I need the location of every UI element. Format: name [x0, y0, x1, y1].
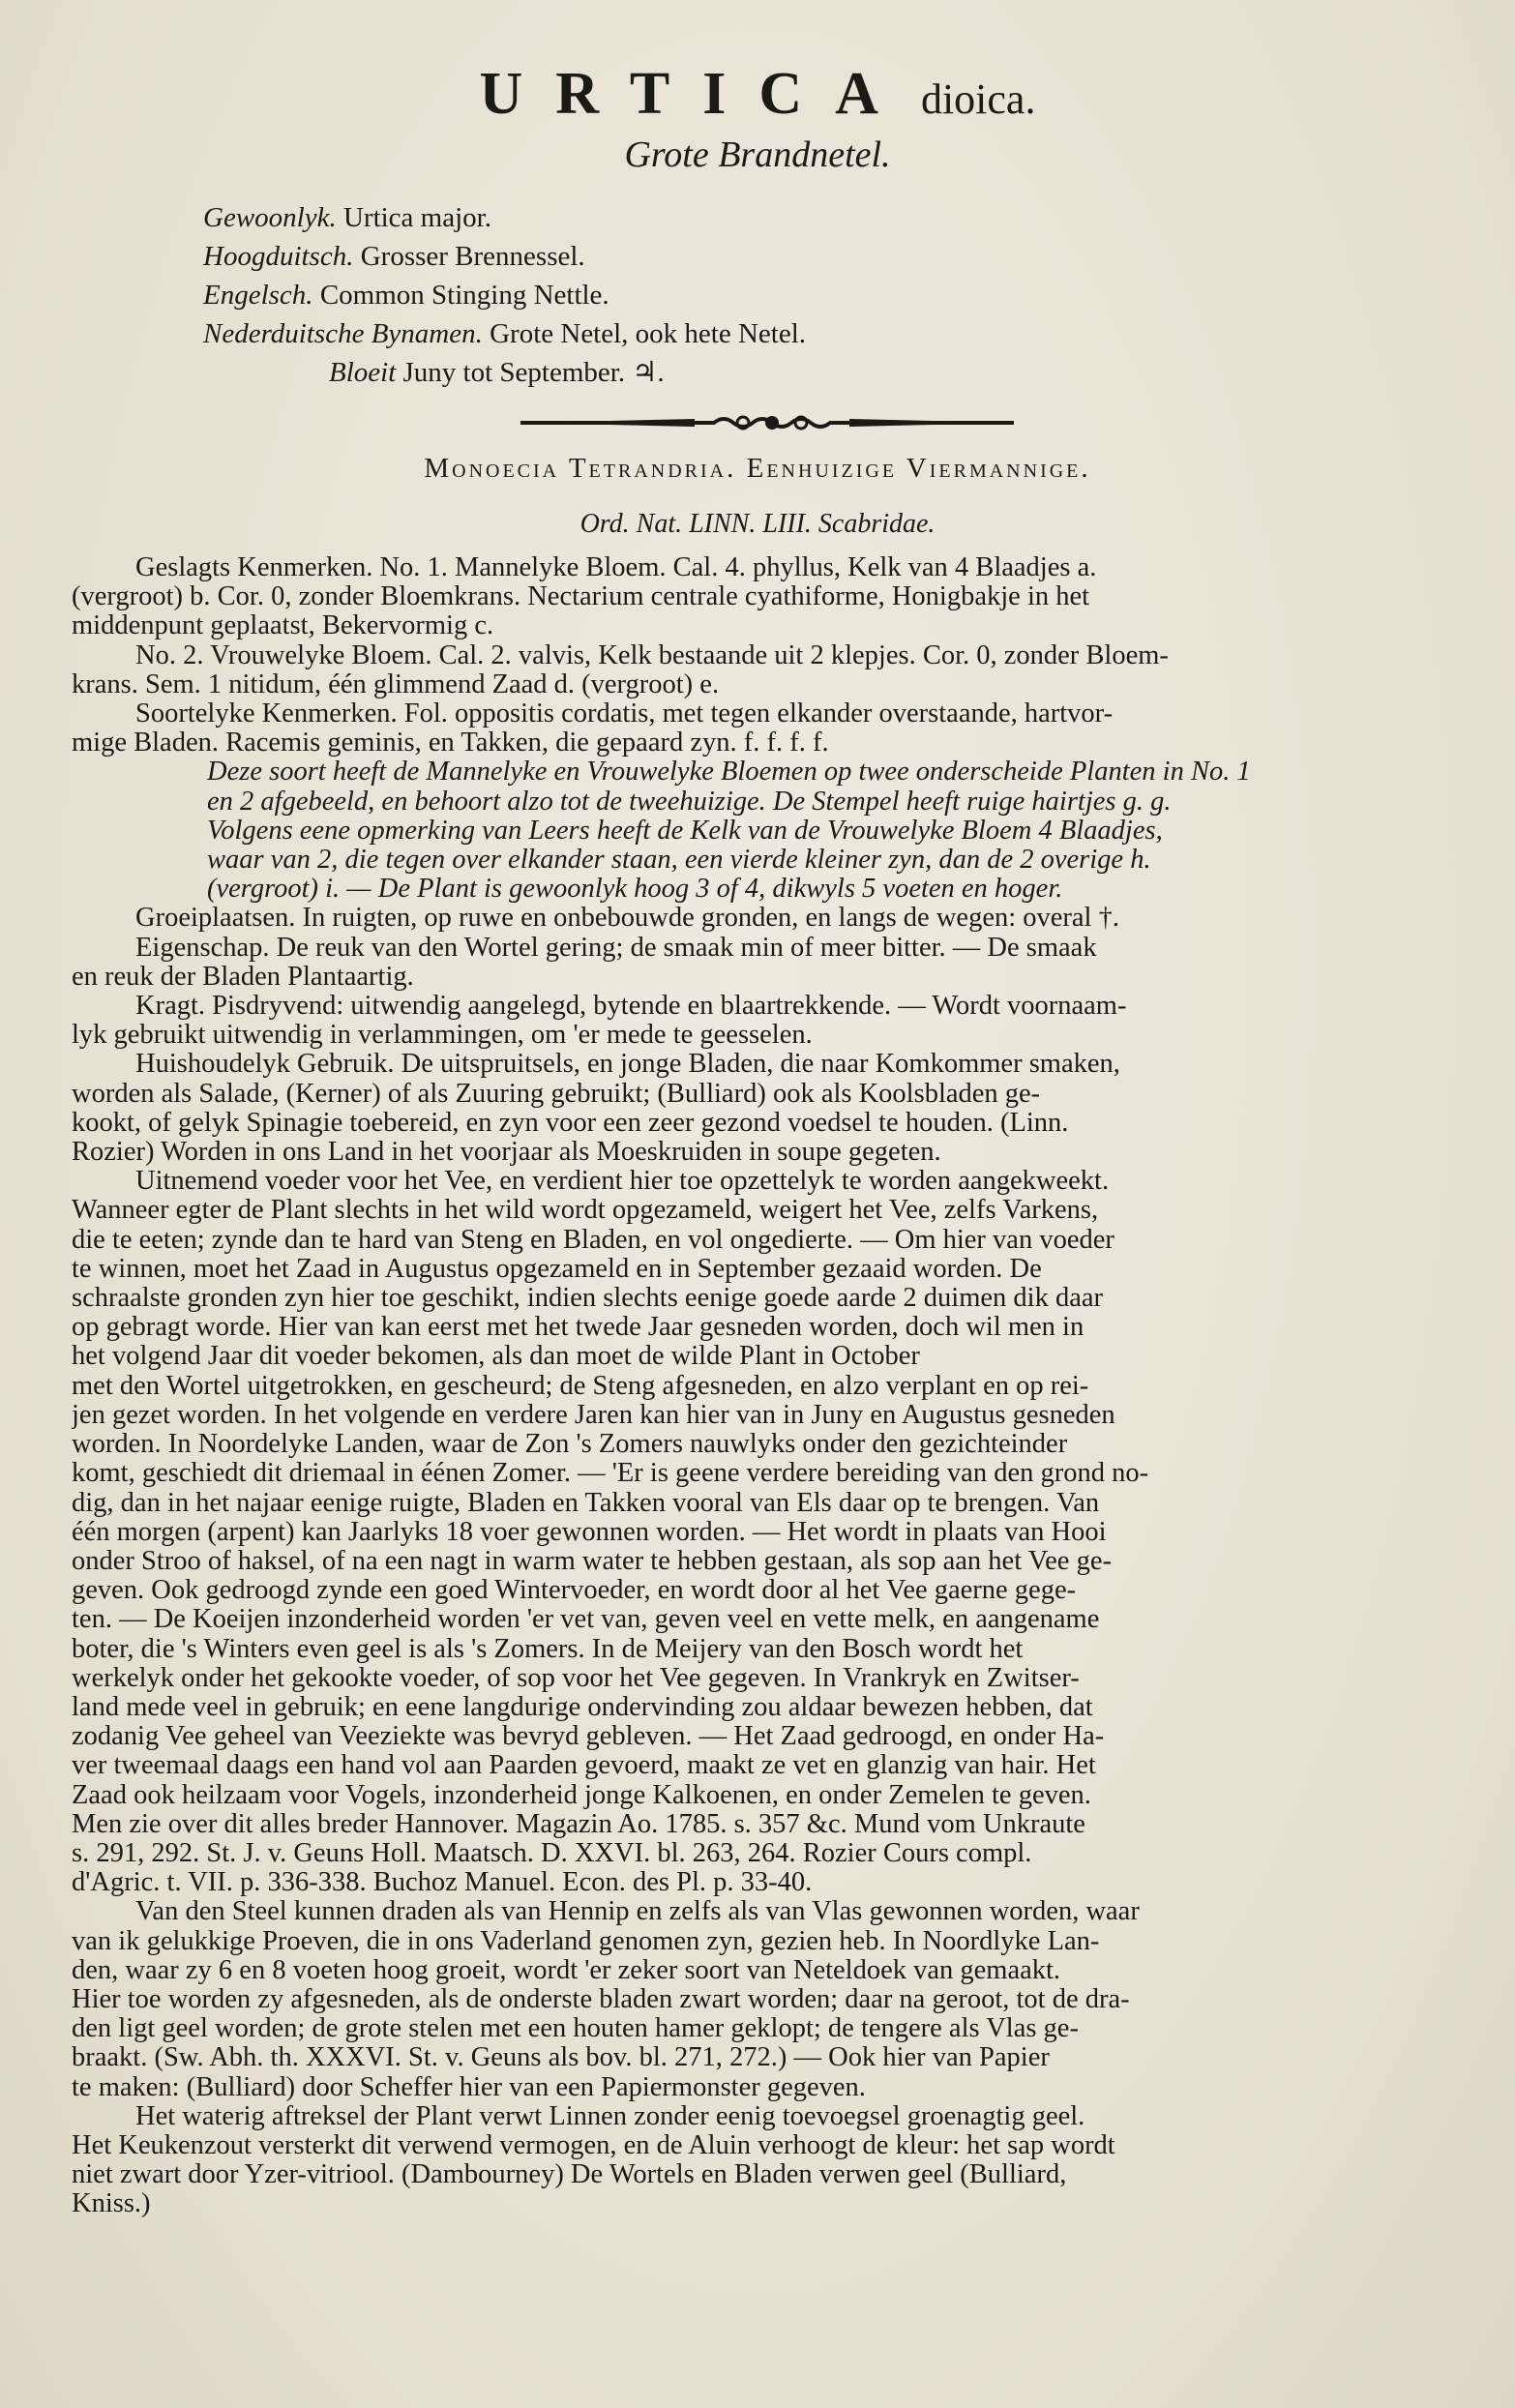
body-line: Hier toe worden zy afgesneden, als de onderste bladen zwart worden; daar na geroot, tot de dra- [72, 1984, 1130, 2014]
synonym-text: Juny tot September. ♃. [402, 357, 665, 388]
body-line: ver tweemaal daags een hand vol aan Paarden gevoerd, maakt ze vet en glanzig van hair. Het [72, 1751, 1096, 1781]
body-line: zodanig Vee geheel van Veeziekte was bevryd gebleven. — Het Zaad gedroogd, en onder Ha- [72, 1722, 1105, 1752]
body-line: lyk gebruikt uitwendig in verlammingen, om 'er mede te geesselen. [72, 1021, 813, 1051]
body-line: ten. — De Koeijen inzonderheid worden 'er vet van, geven veel en vette melk, en aangename [72, 1605, 1100, 1635]
body-line: braakt. (Sw. Abh. th. XXXVI. St. v. Geuns als bov. bl. 271, 272.) — Ook hier van Papier [72, 2043, 1050, 2073]
body-line: Het waterig aftreksel der Plant verwt Linnen zonder eenig toevoegsel groenagtig geel. [135, 2101, 1085, 2131]
synonym-row [203, 198, 1267, 237]
body-line: op gebragt worde. Hier van kan eerst met het twede Jaar gesneden worden, doch wil men in [72, 1313, 1084, 1343]
body-line: schraalste gronden zyn hier toe geschikt, indien slechts eenige goede aarde 2 duimen dik daar [72, 1284, 1103, 1314]
body-line: jen gezet worden. In het volgende en verdere Jaren kan hier van in Juny en Augustus gesneden [72, 1400, 1115, 1430]
synonym-row [203, 314, 1267, 353]
body-line: (vergroot) i. — De Plant is gewoonlyk hoog 3 of 4, dikwyls 5 voeten en hoger. [207, 875, 1063, 905]
body-line: komt, geschiedt dit driemaal in éénen Zomer. — 'Er is geene verdere bereiding van den grond no- [72, 1459, 1149, 1489]
body-line: Het Keukenzout versterkt dit verwend vermogen, en de Aluin verhoogt de kleur: het sap wordt [72, 2130, 1115, 2160]
body-line: en reuk der Bladen Plantaartig. [72, 962, 414, 992]
body-line: die te eeten; zynde dan te hard van Steng en Bladen, en vol ongedierte. — Om hier van voeder [72, 1225, 1114, 1255]
body-line: No. 2. Vrouwelyke Bloem. Cal. 2. valvis, Kelk bestaande uit 2 klepjes. Cor. 0, zonder Bloem- [135, 640, 1169, 670]
body-line: te winnen, moet het Zaad in Augustus opgezameld en in September gezaaid worden. De [72, 1254, 1042, 1284]
synonym-label: Engelsch. [203, 280, 313, 311]
body-line: Volgens eene opmerking van Leers heeft de Kelk van de Vrouwelyke Bloem 4 Blaadjes, [207, 816, 1163, 846]
body-line: Rozier) Worden in ons Land in het voorjaar als Moeskruiden in soupe gegeten. [72, 1138, 941, 1168]
synonym-label: Bloeit [329, 357, 397, 388]
natural-order: Ord. Nat. LINN. LIII. Scabridae. [579, 509, 936, 539]
body-line: kookt, of gelyk Spinagie toebereid, en zyn voor een zeer gezond voedsel te houden. (Linn. [72, 1108, 1069, 1138]
body-line: dig, dan in het najaar eenige ruigte, Bladen en Takken vooral van Els daar op te brengen. Van [72, 1488, 1100, 1518]
classification-heading: Monoecia Tetrandria. Eenhuizige Viermannige. [424, 453, 1091, 484]
synonym-text: Common Stinging Nettle. [319, 280, 609, 311]
body-line: onder Stroo of haksel, of na een nagt in warm water te hebben gestaan, als sop aan het Vee ge- [72, 1546, 1112, 1576]
body-line: niet zwart door Yzer-vitriool. (Dambourney) De Wortels en Bladen verwen geel (Bulliard, [72, 2160, 1067, 2190]
body-line: werkelyk onder het gekookte voeder, of sop voor het Vee gegeven. In Vrankryk en Zwitser- [72, 1663, 1080, 1693]
synonym-text: Grote Netel, ook hete Netel. [490, 318, 807, 349]
body-line: Van den Steel kunnen draden als van Hennip en zelfs als van Vlas gewonnen worden, waar [135, 1897, 1140, 1927]
body-line: worden. In Noordelyke Landen, waar de Zon 's Zomers nauwlyks onder den gezichteinder [72, 1430, 1068, 1460]
body-line: het volgend Jaar dit voeder bekomen, als dan moet de wilde Plant in October [72, 1342, 920, 1372]
body-line: boter, die 's Winters even geel is als 's Zomers. In de Meijery van den Bosch wordt het [72, 1634, 1024, 1664]
body-line: geven. Ook gedroogd zynde een goed Wintervoeder, en wordt door al het Vee gaerne gege- [72, 1576, 1077, 1606]
ornament-divider-icon [520, 410, 1014, 435]
synonym-row [203, 353, 1267, 392]
common-name: Grote Brandnetel. [624, 134, 891, 175]
body-line: Huishoudelyk Gebruik. De uitspruitsels, en jonge Bladen, die naar Komkommer smaken, [135, 1050, 1120, 1080]
page-title [0, 60, 1515, 129]
body-line: Uitnemend voeder voor het Vee, en verdient hier toe opzettelyk te worden aangekweekt. [135, 1167, 1110, 1197]
genus-name: URTICA [479, 61, 911, 127]
synonym-label: Gewoonlyk. [203, 202, 337, 233]
body-line: Soortelyke Kenmerken. Fol. oppositis cordatis, met tegen elkander overstaande, hartvor- [135, 699, 1114, 729]
synonym-list [203, 198, 1267, 392]
body-line: Kragt. Pisdryvend: uitwendig aangelegd, bytende en blaartrekkende. — Wordt voornaam- [135, 992, 1127, 1022]
body-line: Kniss.) [72, 2189, 151, 2219]
body-line: middenpunt geplaatst, Bekervormig c. [72, 611, 494, 641]
species-name: dioica. [920, 75, 1036, 123]
body-line: Eigenschap. De reuk van den Wortel gering; de smaak min of meer bitter. — De smaak [135, 933, 1097, 963]
body-line: worden als Salade, (Kerner) of als Zuuring gebruikt; (Bulliard) ook als Koolsbladen ge- [72, 1079, 1041, 1109]
synonym-text: Urtica major. [342, 202, 491, 233]
body-line: (vergroot) b. Cor. 0, zonder Bloemkrans. Nectarium centrale cyathiforme, Honigbakje in het [72, 582, 1090, 612]
body-line: Deze soort heeft de Mannelyke en Vrouwelyke Bloemen op twee onderscheide Planten in No. 1 [207, 758, 1251, 788]
synonym-text: Grosser Brennessel. [360, 241, 585, 272]
body-line: Groeiplaatsen. In ruigten, op ruwe en onbebouwde gronden, en langs de wegen: overal †. [135, 904, 1119, 934]
synonym-row [203, 237, 1267, 276]
body-line: den ligt geel worden; de grote stelen met een houten hamer geklopt; de tengere als Vlas ge- [72, 2014, 1079, 2044]
synonym-row [203, 276, 1267, 314]
body-line: land mede veel in gebruik; en eene langdurige ondervinding zou aldaar bewezen hebben, dat [72, 1692, 1093, 1722]
body-line: den, waar zy 6 en 8 voeten hoog groeit, wordt 'er zeker soort van Neteldoek van gemaakt. [72, 1955, 1061, 1985]
body-line: Men zie over dit alles breder Hannover. Magazin Ao. 1785. s. 357 &c. Mund vom Unkraute [72, 1809, 1085, 1839]
body-line: en 2 afgebeeld, en behoort alzo tot de tweehuizige. De Stempel heeft ruige hairtjes g. g. [207, 787, 1172, 817]
body-line: één morgen (arpent) kan Jaarlyks 18 voer gewonnen worden. — Het wordt in plaats van Hooi [72, 1517, 1107, 1547]
body-line: met den Wortel uitgetrokken, en gescheurd; de Steng afgesneden, en alzo verplant en op rei- [72, 1371, 1089, 1401]
synonym-label: Hoogduitsch. [203, 241, 354, 272]
body-text [72, 553, 1438, 2219]
body-line: krans. Sem. 1 nitidum, één glimmend Zaad d. (vergroot) e. [72, 669, 720, 699]
body-line: d'Agric. t. VII. p. 336-338. Buchoz Manuel. Econ. des Pl. p. 33-40. [72, 1868, 813, 1898]
body-line: van ik gelukkige Proeven, die in ons Vaderland genomen zyn, gezien heb. In Noordlyke Lan- [72, 1926, 1100, 1956]
body-line: te maken: (Bulliard) door Scheffer hier van een Papiermonster gegeven. [72, 2072, 866, 2102]
body-line: Zaad ook heilzaam voor Vogels, inzonderheid jonge Kalkoenen, en onder Zemelen te geven. [72, 1780, 1091, 1810]
body-line: waar van 2, die tegen over elkander staan, een vierde kleiner zyn, dan de 2 overige h. [207, 846, 1151, 876]
body-line: s. 291, 292. St. J. v. Geuns Holl. Maatsch. D. XXVI. bl. 263, 264. Rozier Cours compl. [72, 1838, 1032, 1868]
body-line: mige Bladen. Racemis geminis, en Takken, die gepaard zyn. f. f. f. f. [72, 728, 829, 758]
body-line: Geslagts Kenmerken. No. 1. Mannelyke Bloem. Cal. 4. phyllus, Kelk van 4 Blaadjes a. [135, 553, 1097, 582]
synonym-label: Nederduitsche Bynamen. [203, 318, 483, 349]
body-line: Wanneer egter de Plant slechts in het wild wordt opgezameld, weigert het Vee, zelfs Varkens, [72, 1196, 1099, 1226]
